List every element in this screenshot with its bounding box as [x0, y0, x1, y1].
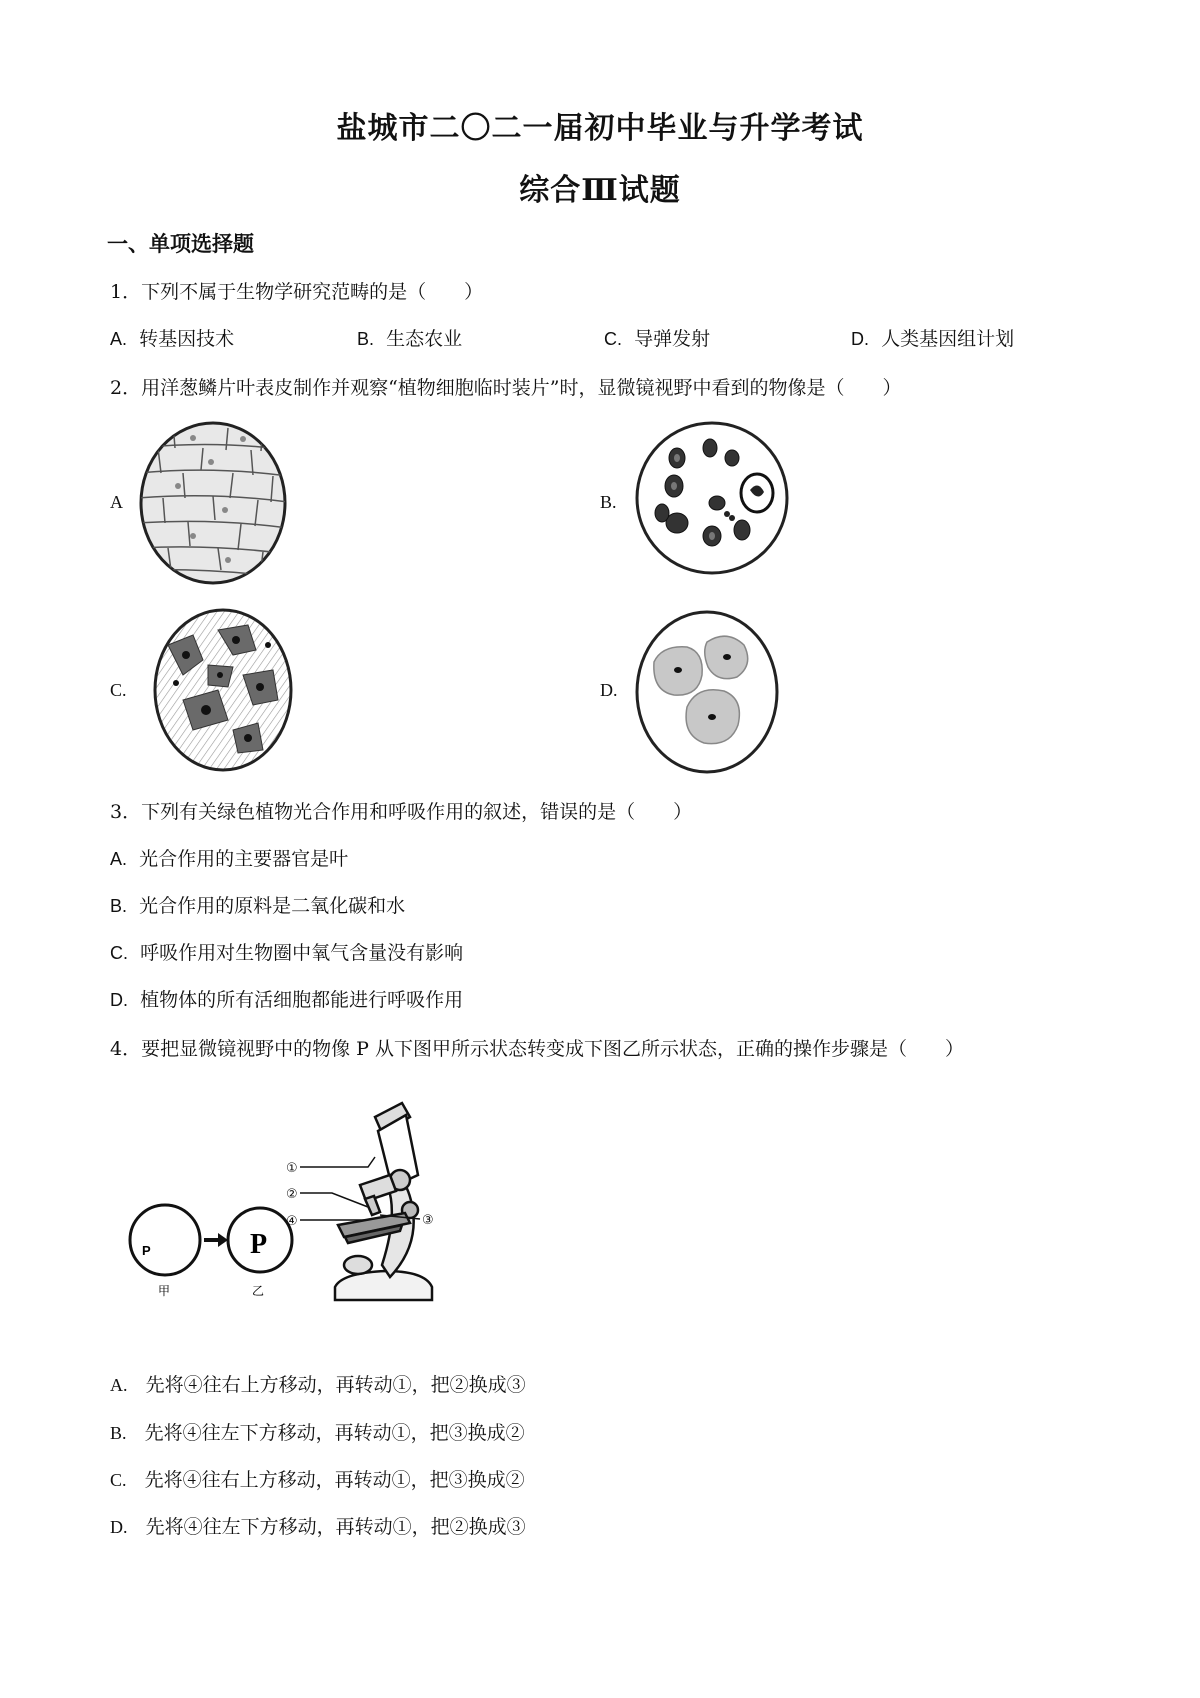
option-label: A. — [110, 1375, 128, 1395]
option-text: 导弹发射 — [634, 328, 711, 350]
q4-option-a — [110, 1370, 526, 1397]
option-text: 人类基因组计划 — [881, 328, 1015, 350]
q2-option-c-label: C. — [110, 680, 127, 700]
q2-option-d-label: D. — [600, 680, 618, 700]
q2-option-b-label: B. — [600, 492, 617, 512]
field-b-caption: 乙 — [252, 1284, 265, 1298]
cheek-cells-image — [632, 607, 782, 777]
q4-option-d — [110, 1512, 526, 1539]
q4-option-b — [110, 1418, 525, 1445]
option-label: D. — [110, 990, 128, 1010]
q1-option-c — [604, 324, 710, 351]
option-label: B. — [110, 896, 128, 916]
question-3-stem: 3．下列有关绿色植物光合作用和呼吸作用的叙述，错误的是（ ） — [110, 801, 693, 823]
q1-option-b — [357, 324, 462, 351]
option-label: D. — [851, 329, 869, 349]
option-label: B. — [357, 329, 375, 349]
q2-option-a-label: A — [110, 492, 123, 512]
tissue-cells-image — [148, 605, 298, 775]
q3-option-c — [110, 938, 463, 965]
option-label: C. — [110, 1470, 127, 1490]
field-a-caption: 甲 — [158, 1284, 171, 1298]
option-text: 先将④往左下方移动，再转动①，把②换成③ — [145, 1516, 526, 1538]
question-1-stem: 1．下列不属于生物学研究范畴的是（ ） — [110, 281, 484, 303]
mark-1-label: ① — [286, 1161, 298, 1176]
microscope-drawing — [335, 1103, 432, 1300]
field-a-circle — [130, 1205, 200, 1275]
option-text: 植物体的所有活细胞都能进行呼吸作用 — [140, 989, 464, 1011]
field-b-letter: P — [250, 1229, 268, 1260]
q1-option-a — [110, 324, 234, 351]
option-text: 先将④往右上方移动，再转动①，把③换成② — [144, 1469, 525, 1491]
option-text: 先将④往左下方移动，再转动①，把③换成② — [144, 1422, 525, 1444]
option-label: C. — [604, 329, 622, 349]
question-4-stem: 4．要把显微镜视野中的物像 P 从下图甲所示状态转变成下图乙所示状态，正确的操作步骤是（ ） — [110, 1038, 964, 1060]
field-a-letter: P — [142, 1243, 151, 1258]
mark-2-label: ② — [286, 1187, 298, 1202]
option-label: C. — [110, 943, 128, 963]
section-title: 一、单项选择题 — [107, 231, 254, 256]
option-text: 先将④往右上方移动，再转动①，把②换成③ — [145, 1374, 526, 1396]
q3-option-a — [110, 844, 348, 871]
option-label: D. — [110, 1517, 128, 1537]
exam-title: 盐城市二〇二一届初中毕业与升学考试 — [336, 111, 864, 146]
question-2-stem: 2．用洋葱鳞片叶表皮制作并观察“植物细胞临时装片”时，显微镜视野中看到的物像是（ ） — [110, 377, 902, 399]
microscope-figure — [120, 1095, 490, 1320]
q3-option-d — [110, 985, 463, 1012]
q1-option-d — [851, 324, 1014, 351]
q3-option-b — [110, 891, 405, 918]
option-text: 转基因技术 — [139, 328, 235, 350]
option-label: B. — [110, 1423, 127, 1443]
option-text: 光合作用的原料是二氧化碳和水 — [139, 895, 406, 917]
option-text: 光合作用的主要器官是叶 — [139, 848, 349, 870]
q4-option-c — [110, 1465, 525, 1492]
exam-subtitle: 综合Ⅲ试题 — [519, 173, 681, 208]
mark-4-label: ④ — [286, 1214, 298, 1229]
blood-cells-image — [632, 418, 792, 578]
onion-epidermis-cells-image — [133, 418, 293, 588]
mark-3-label: ③ — [422, 1213, 434, 1228]
option-label: A. — [110, 329, 128, 349]
option-text: 生态农业 — [386, 328, 463, 350]
option-label: A. — [110, 849, 128, 869]
option-text: 呼吸作用对生物圈中氧气含量没有影响 — [140, 942, 464, 964]
